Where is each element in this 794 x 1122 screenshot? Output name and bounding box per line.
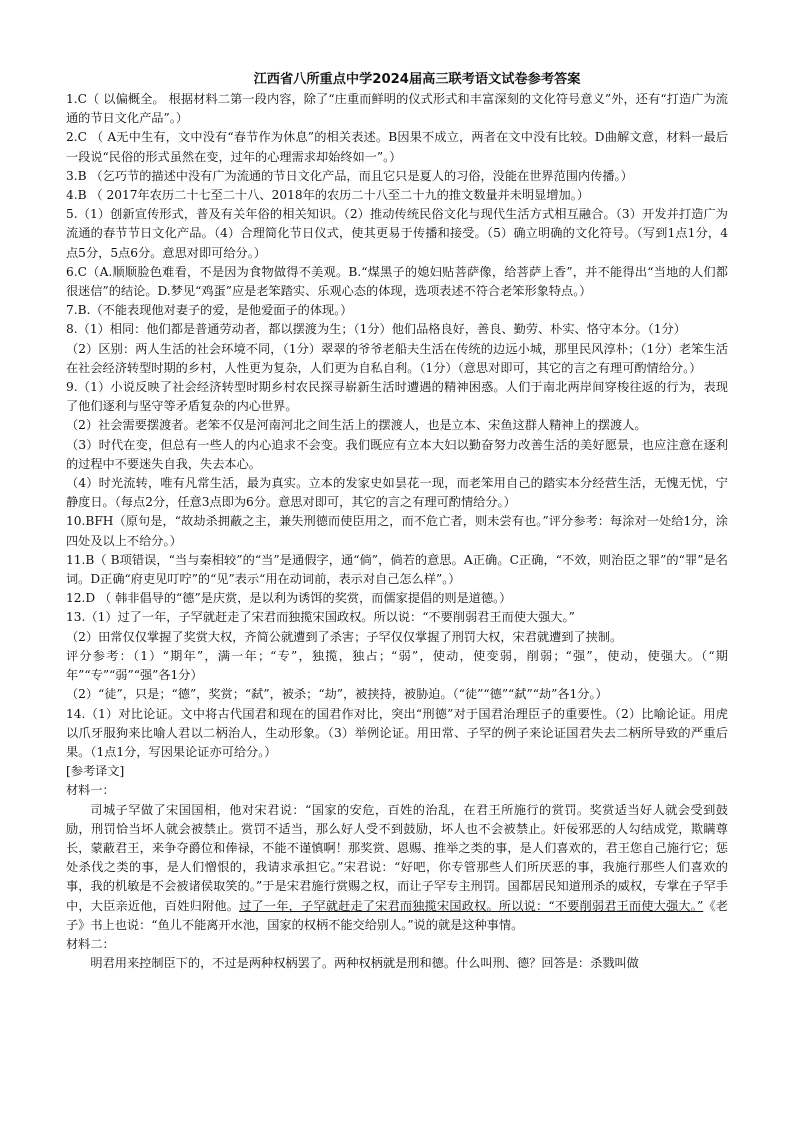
answer-item: （2）社会需要摆渡者。老笨不仅是河南河北之间生活上的摆渡人，也是立本、宋鱼这群人精神上的摆渡人。 [66, 418, 647, 433]
answer-item: 8.（1）相同：他们都是普通劳动者，都以摆渡为生；（1分）他们品格良好，善良、勤劳、朴实、恪守本分。（1分） [66, 322, 686, 337]
answer-item: 13.（1）过了一年，子罕就赶走了宋君而独揽宋国政权。所以说：“不要削弱君王而使大强大。” [66, 610, 575, 625]
material1-label: 材料一： [66, 783, 115, 798]
answer-list [66, 90, 728, 762]
answer-item: 7.B.（不能表现他对妻子的爱，是他爱面子的体现。） [66, 303, 353, 318]
answer-item: 12.D （ 韩非倡导的“德”是庆赏，是以利为诱饵的奖赏，而儒家提倡的则是道德。） [66, 591, 512, 606]
answer-item: 14.（1）对比论证。文中将古代国君和现在的国君作对比，突出“刑德”对于国君治理臣子的重要性。（2）比喻论证。用虎以爪牙服狗来比喻人君以二柄治人，生动形象。（3）举例论证。用田常、子罕的例子来论证国君失去二柄所导致的严重后果。（1点1分，写因果论证亦可给分。） [66, 706, 728, 759]
answer-item: 2.C （ A无中生有，文中没有“春节作为休息”的相关表述。B因果不成立，两者在文中没有比较。D曲解文意，材料一最后一段说“民俗的形式虽然在变，过年的心理需求却始终如一”。） [66, 130, 728, 164]
material1-paragraph [66, 801, 728, 935]
answer-item: 6.C（A.顺顺脸色难看，不是因为食物做得不美观。B.“煤黑子的媳妇贴菩萨像，给菩萨上香”，并不能得出“当地的人们都很迷信”的结论。D.梦见“鸡蛋”应是老笨踏实、乐观心态的体现，选项表述不符合老笨形象特点。） [66, 264, 728, 299]
answer-item: （4）时光流转，唯有凡常生活，最为真实。立本的发家史如昙花一现，而老笨用自己的踏实本分经营生活，无愧无忧，宁静度日。（每点2分，任意3点即为6分。意思对即可，其它的言之有理可酌情给分。） [66, 476, 728, 510]
document-title: 江西省八所重点中学2024届高三联考语文试卷参考答案 [253, 72, 581, 87]
answer-item: 9.（1）小说反映了社会经济转型时期乡村农民探寻崭新生活时遭遇的精神困惑。人们于南北两岸间穿梭往返的行为，表现了他们逐利与坚守等矛盾复杂的内心世界。 [66, 380, 728, 414]
answer-item: 3.B （乞巧节的描述中没有广为流通的节日文化产品，而且它只是夏人的习俗，没能在世界范围内传播。） [66, 168, 633, 183]
material2-paragraph: 明君用来控制臣下的，不过是两种权柄罢了。两种权柄就是刑和德。什么叫刑、德？回答是：杀戮叫做 [90, 956, 639, 971]
answer-item: （2）田常仅仅掌握了奖赏大权，齐简公就遭到了杀害；子罕仅仅掌握了刑罚大权，宋君就遭到了挟制。 [66, 629, 623, 644]
answer-item: 1.C（ 以偏概全。 根据材料二第一段内容，除了“庄重而鲜明的仪式形式和丰富深刻的文化符号意义”外，还有“打造广为流通的节日文化产品”。） [66, 92, 728, 126]
answer-item: 评分参考：（1）“期年”，满一年；“专”，独揽，独占；“弱”，使动，使变弱，削弱；“强”，使动，使强大。（“期年”“专”“弱”“强”各1分） [66, 648, 728, 683]
answer-item: （3）时代在变，但总有一些人的内心追求不会变。我们既应有立本大妇以勤奋努力改善生活的美好愿景，也应注意在逐利的过程中不要迷失自我，失去本心。 [66, 437, 728, 471]
answer-item: 10.BFH（原句是，“故劫杀拥蔽之主，兼失刑德而使臣用之，而不危亡者，则未尝有也。”评分参考：每涂对一处给1分，涂四处及以上不给分。） [66, 514, 728, 548]
material1-underlined-text: 过了一年，子罕就赶走了宋君而独揽宋国政权。所以说：“不要削弱君王而使大强大。” [239, 898, 704, 913]
material1-text-b: 《老子》书上也说：“鱼儿不能离开水池，国家的权柄不能交给别人。”说的就是这种事情。 [66, 898, 728, 932]
translation-heading: [参考译文] [66, 764, 125, 779]
answer-item: 4.B （ 2017年农历二十七至二十八、2018年的农历二十八至二十九的推文数量并未明显增加。） [66, 188, 590, 203]
material2-label: 材料二： [66, 936, 115, 951]
answer-item: 5.（1）创新宣传形式，普及有关年俗的相关知识。（2）推动传统民俗文化与现代生活方式相互融合。（3）开发并打造广为流通的春节节日文化产品。（4）合理简化节日仪式，使其更易于传播和接受。（5）确立明确的文化符号。（写到1点1分，4点5分，5点6分。意思对即可给分。） [66, 207, 728, 260]
answer-item: （2）“徒”，只是；“德”，奖赏；“弑”，被杀；“劫”，被挟持，被胁迫。（“徒”“德”“弑”“劫”各1分。） [66, 687, 608, 702]
answer-item: （2）区别：两人生活的社会环境不同，（1分）翠翠的爷爷老船夫生活在传统的边远小城，那里民风淳朴；（1分）老笨生活在社会经济转型时期的乡村，人性更为复杂，人们更为自私自利。（1分）（意思对即可，其它的言之有理可酌情给分。） [66, 341, 728, 375]
answer-item: 11.B（ B项错误，“当与秦相较”的“当”是通假字，通“倘”，倘若的意思。A正确。C正确，“不效，则治臣之罪”的“罪”是名词。D正确“府吏见叮咛”的“见”表示“用在动词前，表示对自己怎么样”。） [66, 552, 728, 587]
material1-text-a: 司城子罕做了宋国国相，他对宋君说：“国家的安危，百姓的治乱，在君王所施行的赏罚。奖赏适当好人就会受到鼓励，刑罚恰当坏人就会被禁止。赏罚不适当，那么好人受不到鼓励，坏人也不会被禁止。奸佞邪恶的人勾结成党，欺瞒尊长，蒙蔽君王，来争夺爵位和俸禄，不能不谨慎啊！那奖赏、恩赐、推举之类的事，是人们喜欢的，君王您自己施行它；惩处杀伐之类的事，是人们憎恨的，我请求承担它。”宋君说：“好吧，你专管那些人们所厌恶的事，我施行那些人们喜欢的事，我的机敏是不会被诸侯取笑的。”于是宋君施行赏赐之权，而让子罕专主刑罚。国都居民知道刑杀的威权，专掌在子罕手中，大臣亲近他，百姓归附他。 [66, 802, 728, 913]
